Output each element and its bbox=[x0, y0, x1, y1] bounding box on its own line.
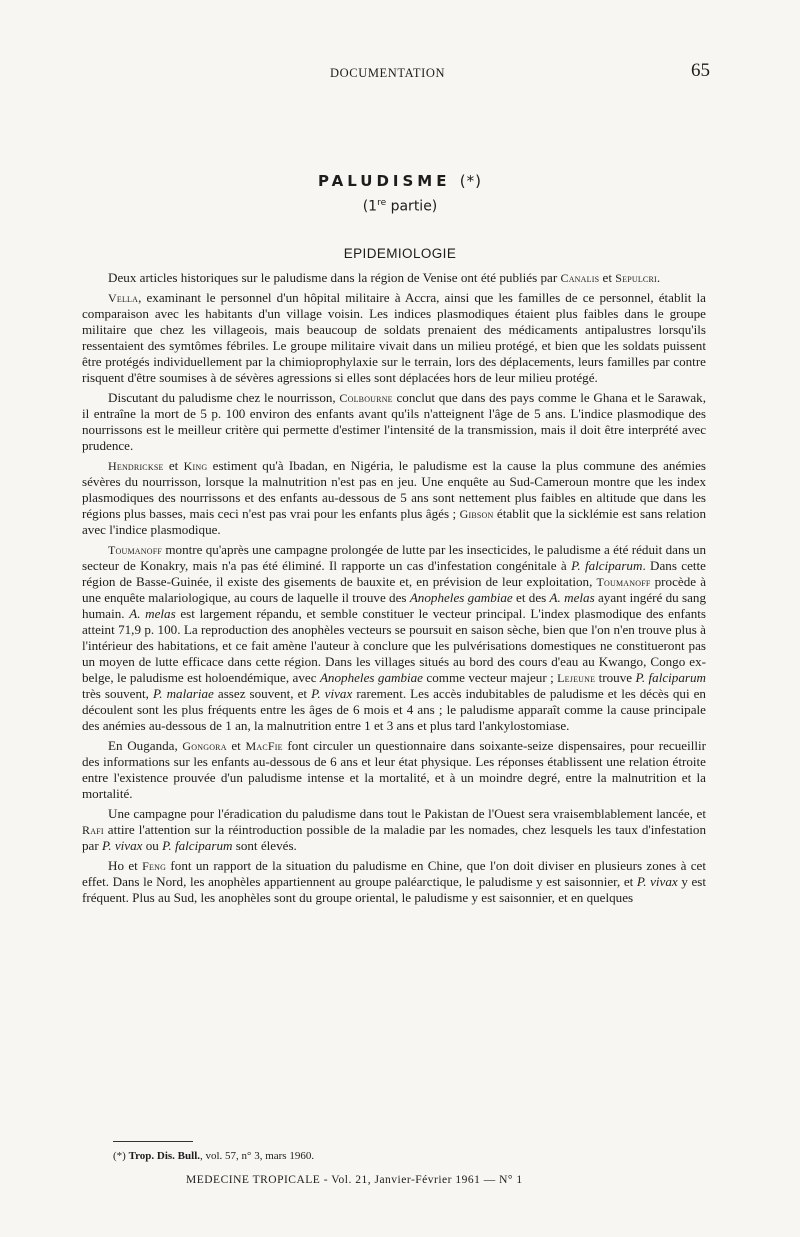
author-name: Sepulcri bbox=[615, 271, 657, 285]
species-name: A. melas bbox=[129, 606, 176, 621]
footnote-details: , vol. 57, n° 3, mars 1960. bbox=[200, 1150, 315, 1162]
footnote-divider bbox=[113, 1141, 193, 1142]
species-name: P. malariae bbox=[152, 686, 214, 701]
footnote bbox=[113, 1150, 314, 1162]
title-text: PALUDISME bbox=[318, 172, 451, 190]
journal-title: Trop. Dis. Bull. bbox=[128, 1150, 200, 1162]
species-name: P. falciparum bbox=[635, 670, 706, 685]
author-name: Hendrickse bbox=[108, 459, 164, 473]
species-name: P. vivax bbox=[311, 686, 353, 701]
paragraph: Toumanoff montre qu'après une campagne prolongée de lutte par les insecticides, le paludisme a été réduit dans un secteur de Konakry, mais n'a pas été éliminé. Il rapporte un cas d'infestation congénitale à P. falciparum. Dans cette région de Basse-Guinée, il existe des gisements de bauxite et, en prévision de leur exploitation, Toumanoff procède à une enquête malariologique, au cours de laquelle il trouve des Anopheles gambiae et des A. melas ayant ingéré du sang humain. A. melas est largement répandu, et semble constituer le vecteur principal. L'index plasmodique des enfants atteint 71,9 p. 100. La reproduction des anophèles vecteurs se poursuit en saison sèche, bien que l'on n'en trouve plus à l'intérieur des habitations, et ce fait amène l'auteur à conclure que les pulvérisations domestiques ne constitueront pas un moyen de lutte efficace dans cette région. Dans les villages situés au bord des cours d'eau au Kwango, Congo ex-belge, le paludisme est holoendémique, avec Anopheles gambiae comme vecteur majeur ; Lejeune trouve P. falciparum très souvent, P. malariae assez souvent, et P. vivax rarement. Les accès indubitables de paludisme et les décès qui en découlent sont les plus fréquents entre les âges de 6 mois et 4 ans ; le paludisme apparaît comme la cause principale des anémies au-dessous de 1 an, la malnutrition entre 1 et 3 ans et plus tard l'ankylostomiase. bbox=[82, 542, 707, 733]
paragraph: Vella, examinant le personnel d'un hôpital militaire à Accra, ainsi que les familles de ce personnel, établit la comparaison avec les habitants d'un village voisin. Les indices plasmodiques étaient plus faibles dans le groupe militaire que chez les villageois, mais beaucoup de soldats prenaient des médicaments antipalustres lorsqu'ils ressentaient des symtômes fébriles. Le groupe militaire vivait dans un milieu protégé, et bien que les soldats puissent être protégés individuellement par la chimioprophylaxie sur le terrain, lors des déplacements, leurs familles par contre risquent d'être soumises à de sévères agressions si elles sont déplacées hors de leur milieu protégé. bbox=[82, 290, 706, 385]
species-name: P. vivax bbox=[102, 838, 143, 853]
paragraph: Deux articles historiques sur le paludisme dans la région de Venise ont été publiés par Canalis et Sepulcri. bbox=[108, 270, 661, 285]
article-body bbox=[82, 270, 706, 910]
section-name: DOCUMENTATION bbox=[330, 66, 446, 80]
author-name: Canalis bbox=[560, 271, 600, 285]
author-name: Toumanoff bbox=[108, 543, 163, 557]
article-subtitle: (1re partie) bbox=[362, 198, 438, 215]
author-name: MacFie bbox=[245, 739, 283, 753]
author-name: Colbourne bbox=[339, 391, 393, 405]
species-name: A. melas bbox=[549, 590, 595, 605]
author-name: Vella bbox=[108, 291, 139, 305]
running-header bbox=[0, 60, 800, 84]
page-number: 65 bbox=[691, 60, 710, 81]
paragraph: Ho et Feng font un rapport de la situation du paludisme en Chine, que l'on doit diviser en plusieurs zones à cet effet. Dans le Nord, les anophèles appartiennent au groupe paléarctique, le paludisme y est saisonnier, et P. vivax y est fréquent. Plus au Sud, les anophèles sont du groupe oriental, le paludisme y est saisonnier, et en quelques bbox=[82, 858, 707, 905]
species-name: Anopheles gambiae bbox=[319, 670, 423, 685]
section-heading: EPIDEMIOLOGIE bbox=[343, 246, 457, 261]
journal-footer: MEDECINE TROPICALE - Vol. 21, Janvier-Février 1961 — N° 1 bbox=[186, 1174, 523, 1186]
article-title bbox=[0, 172, 800, 190]
species-name: P. falciparum bbox=[571, 558, 643, 573]
author-name: Feng bbox=[142, 859, 167, 873]
author-name: Gongora bbox=[182, 739, 227, 753]
paragraph: Une campagne pour l'éradication du paludisme dans tout le Pakistan de l'Ouest sera vraisemblablement lancée, et Rafi attire l'attention sur la réintroduction possible de la maladie par les nomades, chez lesquels les taux d'infestation par P. vivax ou P. falciparum sont élevés. bbox=[82, 806, 706, 853]
title-footnote-mark: (*) bbox=[459, 172, 482, 190]
author-name: King bbox=[183, 459, 208, 473]
author-name: Gibson bbox=[459, 507, 494, 521]
species-name: P. vivax bbox=[636, 874, 678, 889]
species-name: Anopheles gambiae bbox=[409, 590, 513, 605]
author-name: Lejeune bbox=[557, 671, 596, 685]
paragraph: Discutant du paludisme chez le nourrisson, Colbourne conclut que dans des pays comme le Ghana et le Sarawak, il entraîne la mort de 5 p. 100 environ des enfants avant qu'ils n'atteignent l'âge de 5 ans. L'indice plasmodique des nourrissons est le meilleur critère qui permette d'estimer l'intensité de la transmission, mais il doit être interprété avec prudence. bbox=[82, 390, 706, 453]
paragraph: Hendrickse et King estiment qu'à Ibadan, en Nigéria, le paludisme est la cause la plus commune des anémies sévères du nourrisson, lorsque la malnutrition n'est pas en jeu. Une enquête au Sud-Cameroun montre que les index plasmodiques des nourrissons et des enfants au-dessous de 5 ans sont nettement plus faibles en altitude que dans les régions plus basses, mais ceci n'est pas vrai pour les enfants plus âgés ; Gibson établit que la sicklémie est sans relation avec l'indice plasmodique. bbox=[82, 458, 706, 537]
species-name: P. falciparum bbox=[162, 838, 233, 853]
paragraph: En Ouganda, Gongora et MacFie font circuler un questionnaire dans soixante-seize dispensaires, pour recueillir des informations sur les enfants au-dessous de 6 ans et leur état physique. Les réponses établissent une relation étroite entre l'existence prouvée d'un paludisme intense et la mortalité, et à un moindre degré, entre la malnutrition et la mortalité. bbox=[82, 738, 706, 801]
author-name: Rafi bbox=[82, 823, 104, 837]
footnote-mark: (*) bbox=[113, 1150, 126, 1162]
author-name: Toumanoff bbox=[596, 575, 651, 589]
